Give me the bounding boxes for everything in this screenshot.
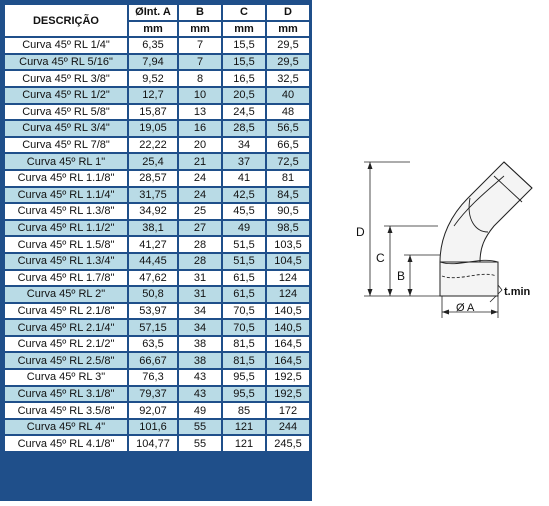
table-row — [5, 188, 309, 203]
table-row — [5, 55, 309, 70]
cell-d: 56,5 — [267, 121, 309, 136]
cell-c: 95,5 — [223, 370, 265, 385]
cell-c: 34 — [223, 138, 265, 153]
unit-a: mm — [129, 22, 177, 37]
cell-b: 34 — [179, 304, 221, 319]
cell-d: 29,5 — [267, 38, 309, 53]
cell-d: 172 — [267, 403, 309, 418]
cell-a: 79,37 — [129, 387, 177, 402]
cell-descricao: Curva 45º RL 1.5/8" — [5, 237, 127, 252]
cell-b: 20 — [179, 138, 221, 153]
cell-a: 9,52 — [129, 71, 177, 86]
header-b: B — [179, 5, 221, 20]
cell-b: 38 — [179, 353, 221, 368]
cell-d: 72,5 — [267, 154, 309, 169]
cell-descricao: Curva 45º RL 5/8" — [5, 105, 127, 120]
table-row — [5, 38, 309, 53]
cell-d: 244 — [267, 420, 309, 435]
cell-b: 21 — [179, 154, 221, 169]
cell-a: 34,92 — [129, 204, 177, 219]
table-row — [5, 138, 309, 153]
cell-b: 43 — [179, 370, 221, 385]
cell-d: 81 — [267, 171, 309, 186]
cell-a: 57,15 — [129, 320, 177, 335]
cell-b: 25 — [179, 204, 221, 219]
cell-a: 92,07 — [129, 403, 177, 418]
cell-b: 31 — [179, 271, 221, 286]
cell-b: 31 — [179, 287, 221, 302]
cell-a: 15,87 — [129, 105, 177, 120]
header-a: ØInt. A — [129, 5, 177, 20]
label-c: C — [376, 251, 385, 265]
cell-d: 192,5 — [267, 387, 309, 402]
cell-a: 50,8 — [129, 287, 177, 302]
cell-b: 49 — [179, 403, 221, 418]
table-row — [5, 171, 309, 186]
table-row — [5, 88, 309, 103]
cell-c: 70,5 — [223, 304, 265, 319]
cell-d: 32,5 — [267, 71, 309, 86]
elbow-45-drawing — [318, 0, 549, 501]
cell-c: 24,5 — [223, 105, 265, 120]
cell-c: 61,5 — [223, 287, 265, 302]
cell-a: 41,27 — [129, 237, 177, 252]
cell-b: 10 — [179, 88, 221, 103]
cell-b: 24 — [179, 188, 221, 203]
cell-c: 81,5 — [223, 337, 265, 352]
fitting-diagram — [318, 0, 549, 501]
cell-d: 29,5 — [267, 55, 309, 70]
cell-d: 90,5 — [267, 204, 309, 219]
header-c: C — [223, 5, 265, 20]
cell-d: 48 — [267, 105, 309, 120]
cell-b: 8 — [179, 71, 221, 86]
cell-descricao: Curva 45º RL 1.3/8" — [5, 204, 127, 219]
cell-descricao: Curva 45º RL 1.1/2" — [5, 221, 127, 236]
table-row — [5, 121, 309, 136]
cell-b: 13 — [179, 105, 221, 120]
cell-descricao: Curva 45º RL 1.3/4" — [5, 254, 127, 269]
cell-a: 53,97 — [129, 304, 177, 319]
cell-b: 55 — [179, 420, 221, 435]
table-row — [5, 287, 309, 302]
cell-descricao: Curva 45º RL 4" — [5, 420, 127, 435]
cell-b: 38 — [179, 337, 221, 352]
cell-a: 101,6 — [129, 420, 177, 435]
cell-descricao: Curva 45º RL 1" — [5, 154, 127, 169]
cell-b: 16 — [179, 121, 221, 136]
cell-c: 41 — [223, 171, 265, 186]
cell-descricao: Curva 45º RL 1/4" — [5, 38, 127, 53]
cell-b: 7 — [179, 38, 221, 53]
table-row — [5, 403, 309, 418]
cell-descricao: Curva 45º RL 1.1/4" — [5, 188, 127, 203]
cell-b: 28 — [179, 237, 221, 252]
cell-a: 7,94 — [129, 55, 177, 70]
table-row — [5, 105, 309, 120]
cell-c: 49 — [223, 221, 265, 236]
table-row — [5, 420, 309, 435]
table-row — [5, 387, 309, 402]
table-row — [5, 271, 309, 286]
cell-c: 121 — [223, 420, 265, 435]
cell-a: 19,05 — [129, 121, 177, 136]
cell-d: 164,5 — [267, 353, 309, 368]
cell-c: 61,5 — [223, 271, 265, 286]
cell-b: 55 — [179, 436, 221, 451]
cell-b: 28 — [179, 254, 221, 269]
cell-d: 98,5 — [267, 221, 309, 236]
cell-b: 24 — [179, 171, 221, 186]
cell-c: 28,5 — [223, 121, 265, 136]
cell-d: 66,5 — [267, 138, 309, 153]
cell-descricao: Curva 45º RL 4.1/8" — [5, 436, 127, 451]
cell-c: 85 — [223, 403, 265, 418]
table-row — [5, 353, 309, 368]
cell-a: 12,7 — [129, 88, 177, 103]
cell-c: 51,5 — [223, 254, 265, 269]
cell-d: 84,5 — [267, 188, 309, 203]
cell-c: 37 — [223, 154, 265, 169]
table-row — [5, 320, 309, 335]
cell-a: 38,1 — [129, 221, 177, 236]
spec-table — [3, 3, 311, 453]
cell-c: 95,5 — [223, 387, 265, 402]
cell-a: 63,5 — [129, 337, 177, 352]
cell-descricao: Curva 45º RL 7/8" — [5, 138, 127, 153]
cell-c: 45,5 — [223, 204, 265, 219]
cell-a: 76,3 — [129, 370, 177, 385]
cell-descricao: Curva 45º RL 1/2" — [5, 88, 127, 103]
label-a: Ø A — [456, 302, 475, 314]
table-row — [5, 71, 309, 86]
cell-descricao: Curva 45º RL 3.5/8" — [5, 403, 127, 418]
cell-c: 51,5 — [223, 237, 265, 252]
cell-b: 43 — [179, 387, 221, 402]
cell-c: 81,5 — [223, 353, 265, 368]
cell-descricao: Curva 45º RL 2.5/8" — [5, 353, 127, 368]
table-row — [5, 304, 309, 319]
cell-descricao: Curva 45º RL 3/8" — [5, 71, 127, 86]
cell-descricao: Curva 45º RL 5/16" — [5, 55, 127, 70]
cell-c: 15,5 — [223, 38, 265, 53]
cell-c: 70,5 — [223, 320, 265, 335]
unit-b: mm — [179, 22, 221, 37]
cell-c: 121 — [223, 436, 265, 451]
cell-descricao: Curva 45º RL 3.1/8" — [5, 387, 127, 402]
cell-d: 103,5 — [267, 237, 309, 252]
table-row — [5, 436, 309, 451]
cell-d: 245,5 — [267, 436, 309, 451]
cell-d: 104,5 — [267, 254, 309, 269]
cell-d: 140,5 — [267, 320, 309, 335]
cell-c: 42,5 — [223, 188, 265, 203]
table-row — [5, 370, 309, 385]
cell-a: 47,62 — [129, 271, 177, 286]
cell-d: 192,5 — [267, 370, 309, 385]
label-tmin: t.min — [504, 286, 531, 298]
cell-b: 27 — [179, 221, 221, 236]
cell-descricao: Curva 45º RL 2.1/8" — [5, 304, 127, 319]
cell-a: 31,75 — [129, 188, 177, 203]
cell-a: 104,77 — [129, 436, 177, 451]
cell-descricao: Curva 45º RL 1.7/8" — [5, 271, 127, 286]
cell-d: 140,5 — [267, 304, 309, 319]
table-row — [5, 221, 309, 236]
table-row — [5, 237, 309, 252]
cell-c: 20,5 — [223, 88, 265, 103]
cell-d: 40 — [267, 88, 309, 103]
cell-c: 16,5 — [223, 71, 265, 86]
cell-descricao: Curva 45º RL 2" — [5, 287, 127, 302]
header-descricao: DESCRIÇÃO — [5, 5, 127, 36]
table-row — [5, 154, 309, 169]
cell-d: 124 — [267, 271, 309, 286]
unit-d: mm — [267, 22, 309, 37]
cell-d: 124 — [267, 287, 309, 302]
table-row — [5, 204, 309, 219]
cell-b: 7 — [179, 55, 221, 70]
cell-a: 6,35 — [129, 38, 177, 53]
table-row — [5, 337, 309, 352]
cell-a: 66,67 — [129, 353, 177, 368]
cell-descricao: Curva 45º RL 3/4" — [5, 121, 127, 136]
cell-descricao: Curva 45º RL 3" — [5, 370, 127, 385]
cell-c: 15,5 — [223, 55, 265, 70]
label-b: B — [397, 269, 406, 283]
table-row — [5, 254, 309, 269]
label-d: D — [356, 225, 365, 239]
cell-descricao: Curva 45º RL 2.1/2" — [5, 337, 127, 352]
cell-a: 22,22 — [129, 138, 177, 153]
cell-a: 28,57 — [129, 171, 177, 186]
cell-d: 164,5 — [267, 337, 309, 352]
cell-b: 34 — [179, 320, 221, 335]
cell-a: 25,4 — [129, 154, 177, 169]
cell-descricao: Curva 45º RL 2.1/4" — [5, 320, 127, 335]
header-d: D — [267, 5, 309, 20]
cell-a: 44,45 — [129, 254, 177, 269]
cell-descricao: Curva 45º RL 1.1/8" — [5, 171, 127, 186]
unit-c: mm — [223, 22, 265, 37]
